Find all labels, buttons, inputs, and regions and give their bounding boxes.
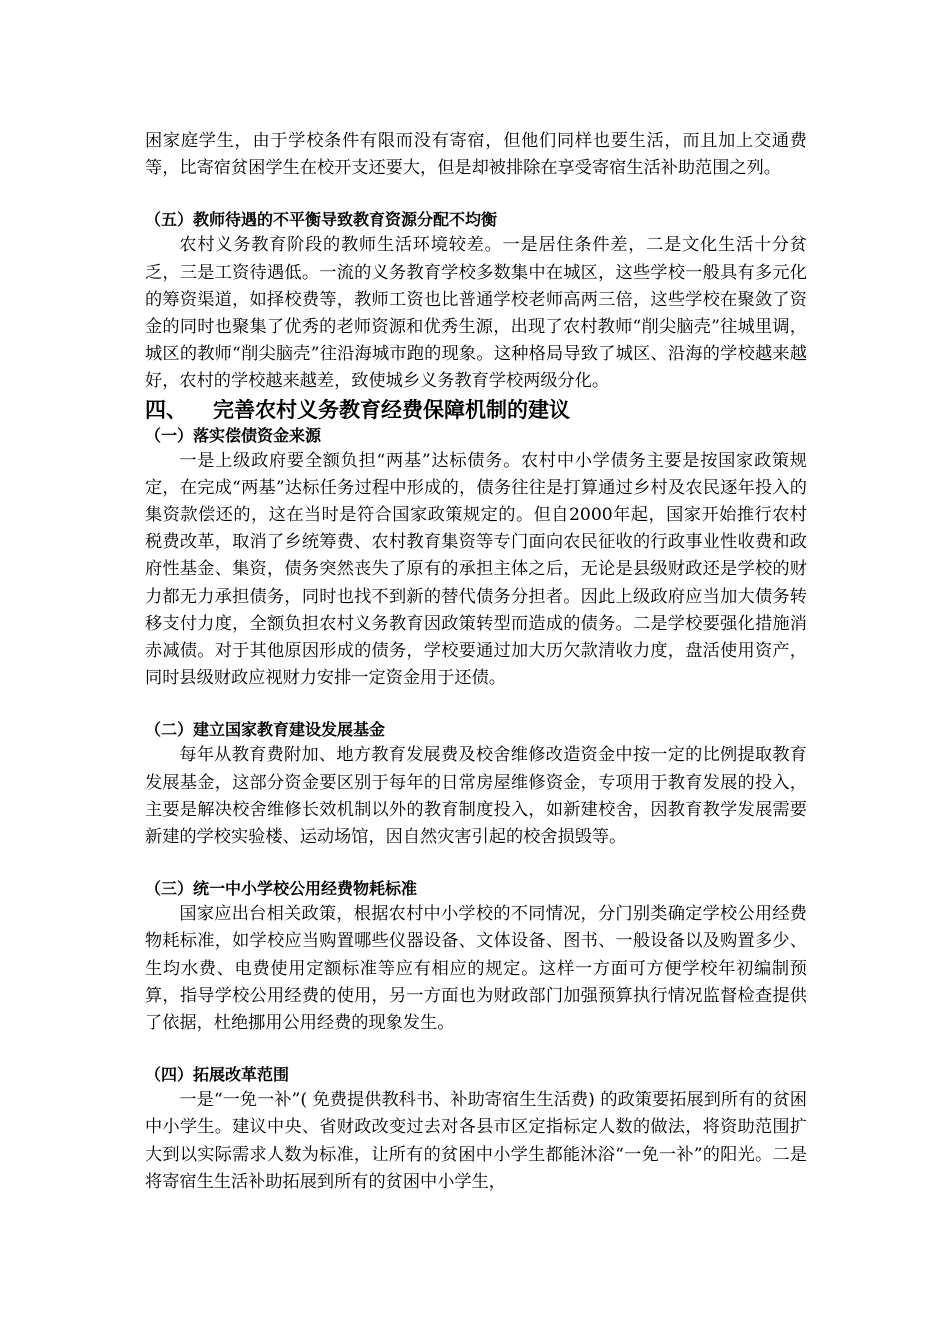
spacer bbox=[145, 692, 807, 718]
document-page bbox=[145, 128, 807, 1196]
chapter-heading-4 bbox=[145, 396, 807, 424]
section-heading-2: （二）建立国家教育建设发展基金 bbox=[145, 720, 386, 740]
paragraph-reform-scope: 一是“一免一补”( 免费提供教科书、补助寄宿生生活费) 的政策要拓展到所有的贫困中小学生。建议中央、省财政改变过去对各县市区定指标定人数的做法，将资助范围扩大到以实际需求人数为标准，让所有的贫困中小学生都能沐浴“一免一补”的阳光。二是将寄宿生生活补助拓展到所有的贫困中小学生， bbox=[145, 1090, 807, 1192]
paragraph-development-fund: 每年从教育费附加、地方教育发展费及校舍维修改造资金中按一定的比例提取教育发展基金，这部分资金要区别于每年的日常房屋维修资金，专项用于教育发展的投入，主要是解决校舍维修长效机制以外的教育制度投入，如新建校舍，因教育教学发展需要新建的学校实验楼、运动场馆，因自然灾害引起的校舍损毁等。 bbox=[145, 745, 807, 848]
chapter-number: 四、 bbox=[145, 397, 187, 422]
paragraph-teacher-treatment: 农村义务教育阶段的教师生活环境较差。一是居住条件差，二是文化生活十分贫乏，三是工资待遇低。一流的义务教育学校多数集中在城区，这些学校一般具有多元化的筹资渠道，如择校费等，教师工资也比普通学校老师高两三倍，这些学校在聚敛了资金的同时也聚集了优秀的老师资源和优秀生源，出现了农村教师“削尖脑壳”往城里调，城区的教师“削尖脑壳”往沿海城市跑的现象。这种格局导致了城区、沿海的学校越来越好，农村的学校越来越差，致使城乡义务教育学校两级分化。 bbox=[145, 235, 807, 392]
spacer bbox=[145, 1037, 807, 1063]
chapter-title: 完善农村义务教育经费保障机制的建议 bbox=[213, 397, 570, 422]
spacer bbox=[145, 851, 807, 877]
section-heading-4: （四）拓展改革范围 bbox=[145, 1065, 290, 1085]
section-heading-3: （三）统一中小学校公用经费物耗标准 bbox=[145, 879, 418, 899]
paragraph-debt-funding: 一是上级政府要全额负担“两基”达标债务。农村中小学债务主要是按国家政策规定，在完成“两基”达标任务过程中形成的，债务往往是打算通过乡村及农民逐年投入的集资款偿还的，这在当时是符合国家政策规定的。但自2000年起，国家开始推行农村税费改革，取消了乡统筹费、农村教育集资等专门面向农民征收的行政事业性收费和政府性基金、集资，债务突然丧失了原有的承担主体之后，无论是县级财政还是学校的财力都无力承担债务，同时也找不到新的替代债务分担者。因此上级政府应当加大债务转移支付力度，全额负担农村义务教育因政策转型而造成的债务。二是学校要强化措施消赤减债。对于其他原因形成的债务，学校要通过加大历欠款清收力度，盘活使用资产，同时县级财政应视财力安排一定资金用于还债。 bbox=[145, 450, 807, 689]
section-heading-5: （五）教师待遇的不平衡导致教育资源分配不均衡 bbox=[145, 210, 498, 230]
section-heading-1: （一）落实偿债资金来源 bbox=[145, 425, 322, 445]
spacer bbox=[145, 182, 807, 208]
paragraph-expense-standard: 国家应出台相关政策，根据农村中小学校的不同情况，分门别类确定学校公用经费物耗标准，如学校应当购置哪些仪器设备、文体设备、图书、一般设备以及购置多少、生均水费、电费使用定额标准等应有相应的规定。这样一方面可方便学校年初编制预算，指导学校公用经费的使用，另一方面也为财政部门加强预算执行情况监督检查提供了依据，杜绝挪用公用经费的现象发生。 bbox=[145, 904, 807, 1034]
paragraph-continued: 困家庭学生，由于学校条件有限而没有寄宿，但他们同样也要生活，而且加上交通费等，比寄宿贫困学生在校开支还要大，但是却被排除在享受寄宿生活补助范围之列。 bbox=[145, 131, 807, 179]
